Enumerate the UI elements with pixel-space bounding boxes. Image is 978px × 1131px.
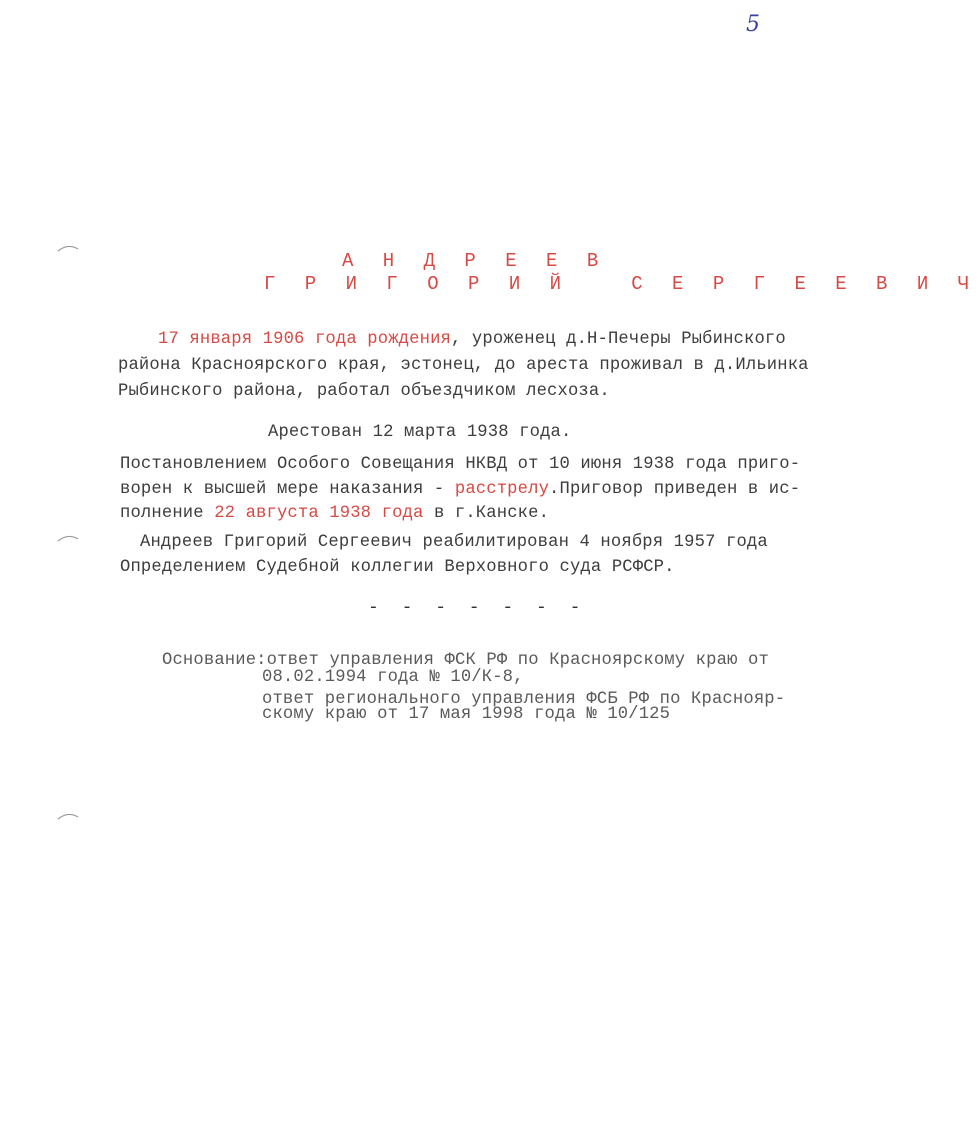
surname-heading: А Н Д Р Е Е В <box>342 250 608 272</box>
execution-word: расстрелу <box>454 480 550 499</box>
punch-hole-mark <box>56 811 80 821</box>
bio-line-2: района Красноярского края, эстонец, до ареста проживал в д.Ильинка <box>118 356 809 375</box>
arrest-line: Арестован 12 марта 1938 года. <box>268 423 572 442</box>
sentence-line-3: полнение 22 августа 1938 года в г.Канске. <box>120 504 550 523</box>
basis-label: Основание: <box>162 651 267 670</box>
rehab-line-2: Определением Судебной коллегии Верховного суда РСФСР. <box>120 558 675 577</box>
basis-line-3: ответ регионального управления ФСБ РФ по Краснояр- <box>262 690 786 709</box>
page-number: 5 <box>746 12 760 37</box>
execution-date: 22 августа 1938 года <box>214 504 424 523</box>
bio-line-3: Рыбинского района, работал объездчиком лесхоза. <box>118 382 610 401</box>
bio-line-1: 17 января 1906 года рождения, уроженец д.Н-Печеры Рыбинского <box>158 330 786 349</box>
birth-date: 17 января 1906 года рождения <box>158 330 451 349</box>
sentence-line-1: Постановлением Особого Совещания НКВД от 10 июня 1938 года приго- <box>120 455 801 474</box>
basis-line-2: 08.02.1994 года № 10/К-8, <box>262 668 524 687</box>
sentence-line-2: ворен к высшей мере наказания - расстрелу.Приговор приведен в ис- <box>120 480 801 499</box>
basis-line-1: Основание:ответ управления ФСК РФ по Красноярскому краю от <box>162 651 769 670</box>
given-names-heading: Г Р И Г О Р И Й С Е Р Г Е Е В И Ч <box>264 273 978 295</box>
separator: - - - - - - - <box>368 598 587 618</box>
punch-hole-mark <box>56 243 80 253</box>
basis-line-4: скому краю от 17 мая 1998 года № 10/125 <box>262 705 671 724</box>
punch-hole-mark <box>56 533 80 543</box>
rehab-line-1: Андреев Григорий Сергеевич реабилитирован 4 ноября 1957 года <box>140 533 768 552</box>
